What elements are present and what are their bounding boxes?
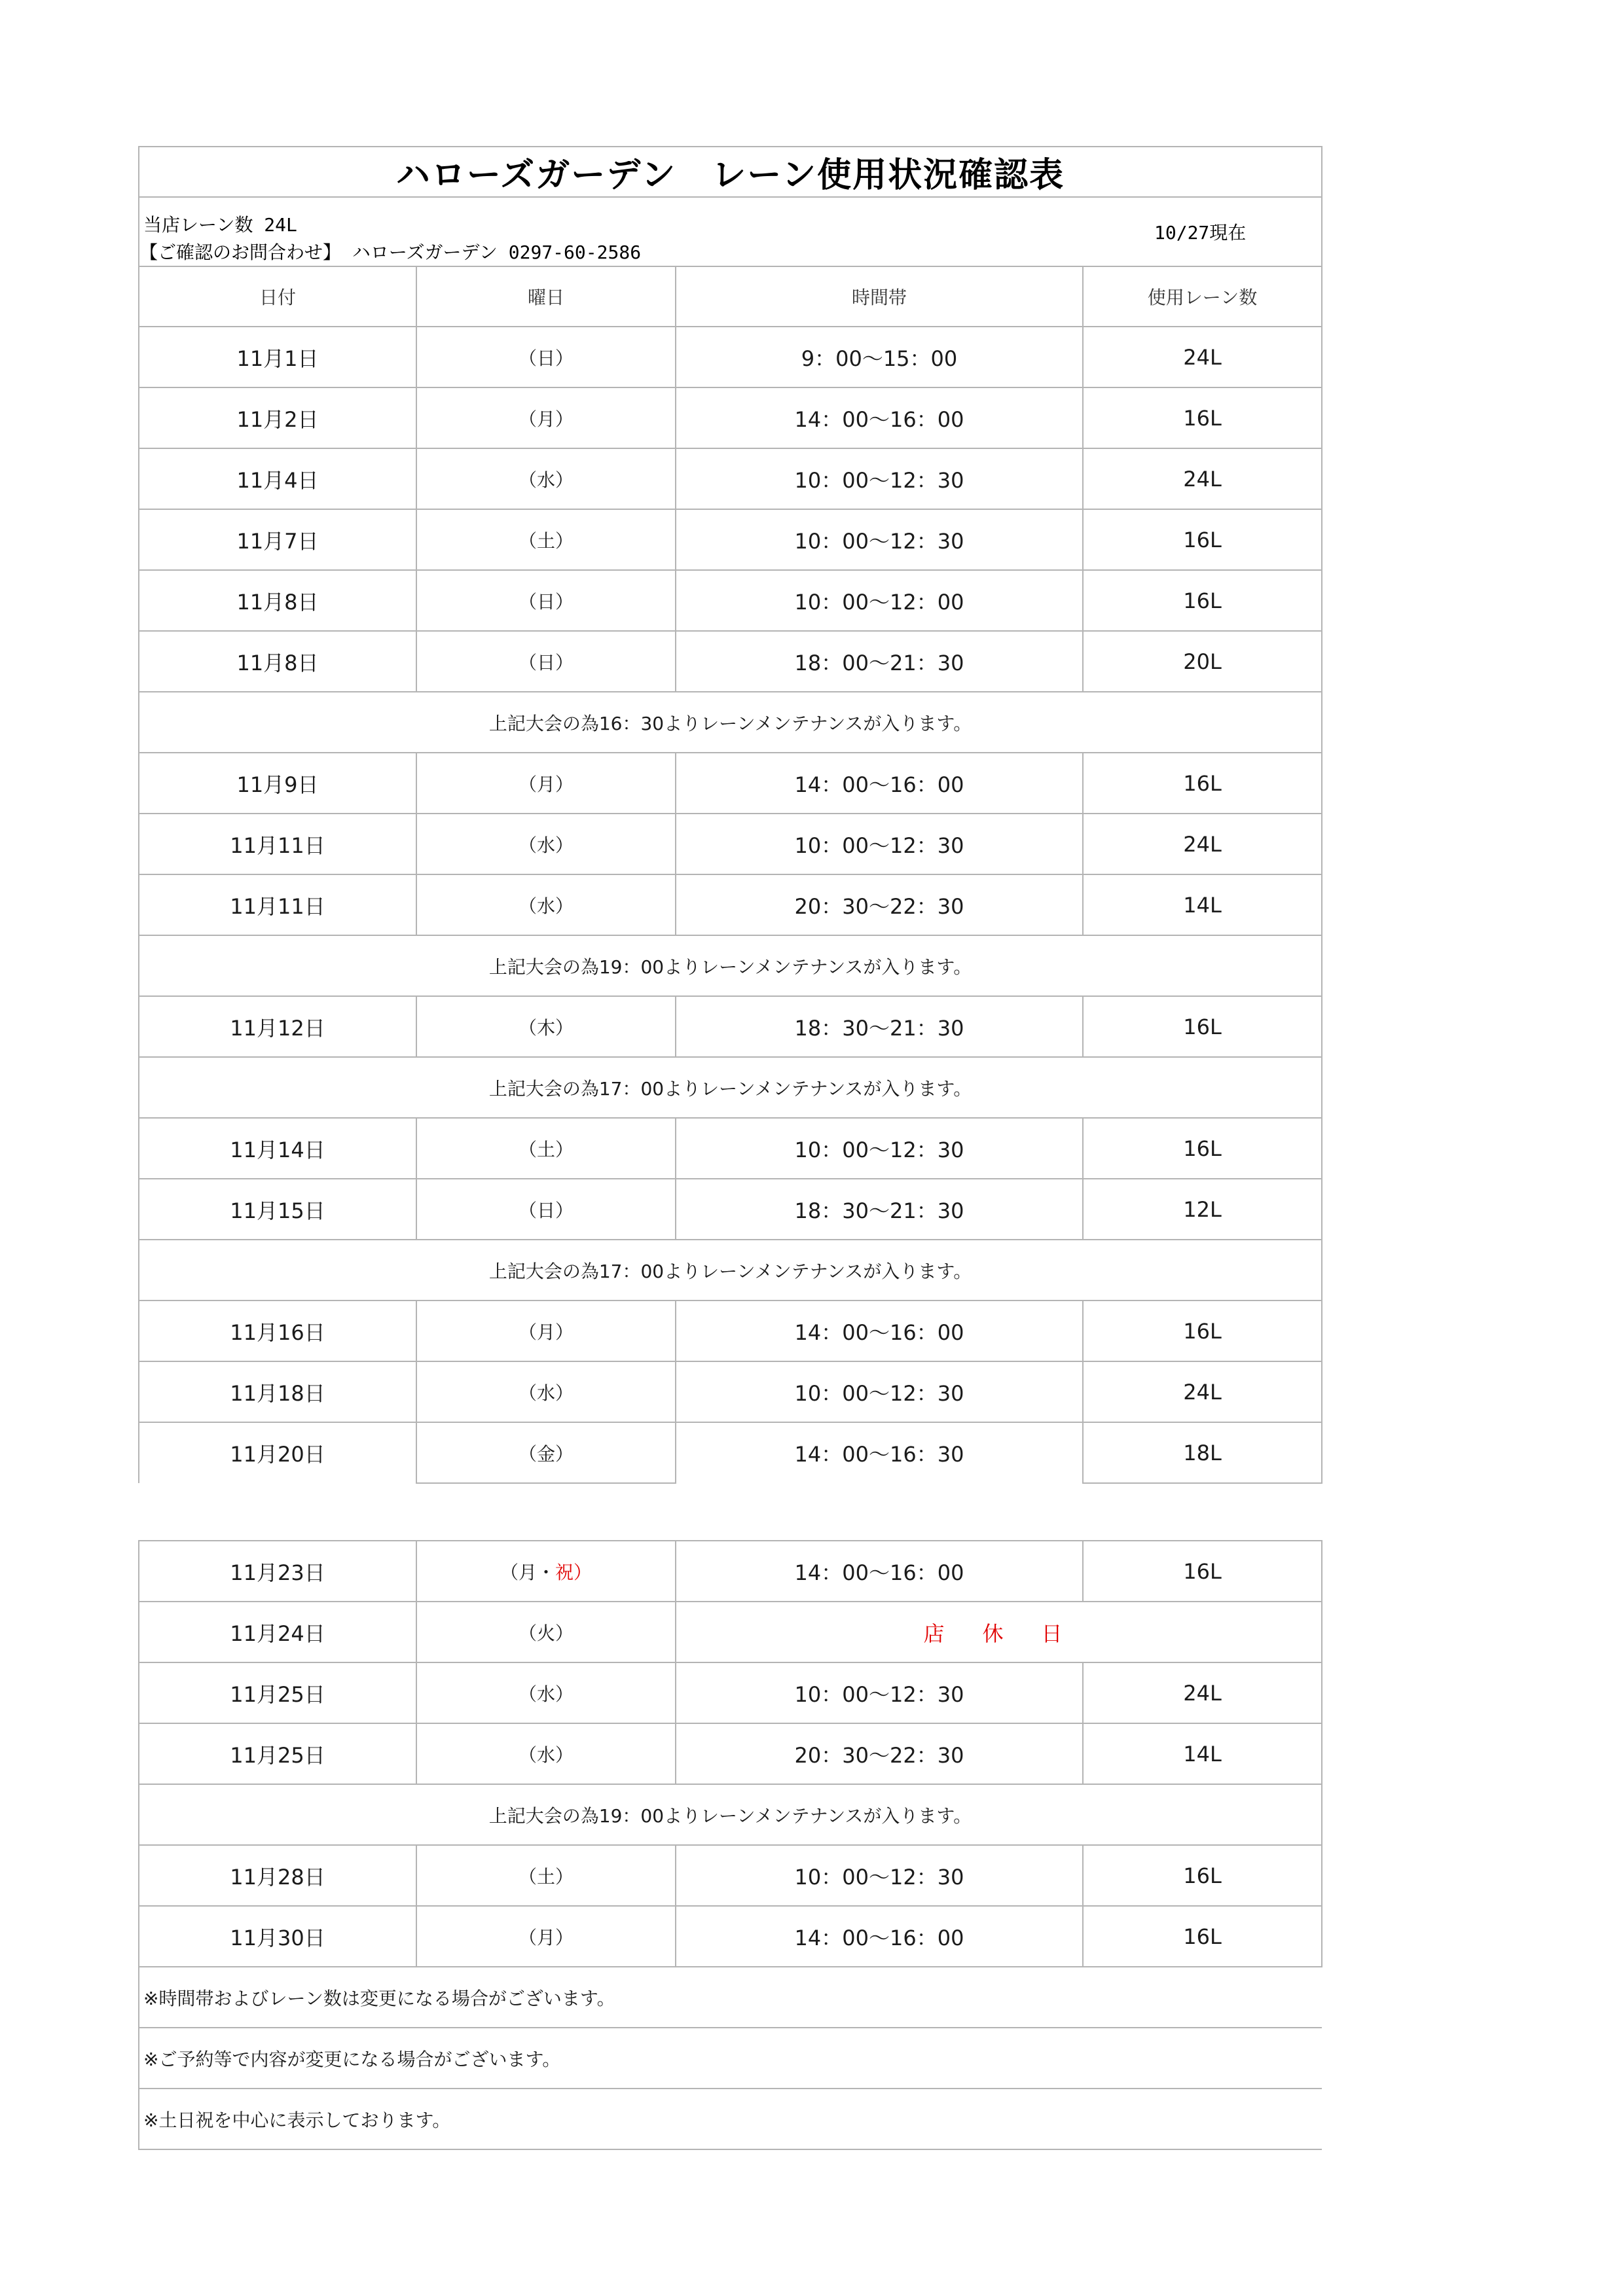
time-cell: 9：00～15：00 (676, 327, 1083, 387)
table-row (139, 570, 1322, 631)
weekday-cell: （月） (416, 387, 676, 448)
footnote: ※ご予約等で内容が変更になる場合がございます。 (139, 2028, 1322, 2089)
lanes-cell: 16L (1083, 1845, 1322, 1906)
date-cell: 11月8日 (139, 631, 416, 692)
weekday-cell: （水） (416, 1662, 676, 1723)
weekday-cell: （土） (416, 1845, 676, 1906)
time-cell: 10：00～12：30 (676, 448, 1083, 509)
header-weekday: 曜日 (416, 266, 676, 327)
table-row (139, 1118, 1322, 1179)
table-row (139, 753, 1322, 814)
date-cell: 11月16日 (139, 1300, 416, 1361)
date-cell: 11月11日 (139, 874, 416, 935)
time-cell: 18：30～21：30 (676, 996, 1083, 1057)
time-cell: 14：00～16：00 (676, 1906, 1083, 1967)
weekday-cell: （水） (416, 448, 676, 509)
lanes-cell: 24L (1083, 1662, 1322, 1723)
date-cell: 11月24日 (139, 1602, 416, 1662)
closed-day-label: 店休日 (676, 1602, 1322, 1662)
maintenance-note-row (139, 935, 1322, 996)
weekday-close: ） (574, 1561, 593, 1583)
time-cell: 10：00～12：30 (676, 1662, 1083, 1723)
header-row (139, 266, 1322, 327)
time-cell: 14：00～16：30 (676, 1422, 1083, 1483)
lanes-cell: 12L (1083, 1179, 1322, 1240)
contact-line: 【ご確認のお問合わせ】 ハローズガーデン 0297-60-2586 (139, 242, 642, 263)
table-row (139, 1300, 1322, 1361)
weekday-cell: （日） (416, 570, 676, 631)
date-cell: 11月11日 (139, 814, 416, 874)
weekday-cell: （水） (416, 814, 676, 874)
lanes-cell: 24L (1083, 814, 1322, 874)
lanes-cell: 16L (1083, 570, 1322, 631)
time-cell: 14：00～16：00 (676, 1541, 1083, 1602)
page-title: ハローズガーデン レーン使用状況確認表 (139, 147, 1322, 197)
weekday-cell: （木） (416, 996, 676, 1057)
lanes-cell: 16L (1083, 1541, 1322, 1602)
date-cell: 11月12日 (139, 996, 416, 1057)
time-cell: 18：30～21：30 (676, 1179, 1083, 1240)
table-row (139, 1541, 1322, 1602)
date-cell: 11月18日 (139, 1361, 416, 1422)
table-row (139, 387, 1322, 448)
date-cell: 11月14日 (139, 1118, 416, 1179)
time-cell: 10：00～12：00 (676, 570, 1083, 631)
footnote: ※時間帯およびレーン数は変更になる場合がございます。 (139, 1967, 1322, 2028)
lanes-cell: 24L (1083, 327, 1322, 387)
weekday-cell: （日） (416, 327, 676, 387)
holiday-marker: 祝 (555, 1561, 574, 1583)
weekday-cell (416, 1541, 676, 1602)
lanes-cell: 16L (1083, 996, 1322, 1057)
weekday-text: （月・ (500, 1561, 555, 1583)
weekday-cell: （月） (416, 1906, 676, 1967)
date-cell: 11月8日 (139, 570, 416, 631)
footnote-row (139, 2089, 1322, 2149)
time-cell: 10：00～12：30 (676, 509, 1083, 570)
weekday-cell: （土） (416, 1118, 676, 1179)
header-date: 日付 (139, 266, 416, 327)
date-cell: 11月20日 (139, 1422, 416, 1483)
table-row (139, 631, 1322, 692)
lanes-cell: 20L (1083, 631, 1322, 692)
weekday-cell: （水） (416, 1723, 676, 1784)
footnote: ※土日祝を中心に表示しております。 (139, 2089, 1322, 2149)
info-block (139, 197, 1322, 266)
weekday-cell: （火） (416, 1602, 676, 1662)
maintenance-note: 上記大会の為19：00よりレーンメンテナンスが入ります。 (139, 935, 1322, 996)
maintenance-note: 上記大会の為17：00よりレーンメンテナンスが入ります。 (139, 1240, 1322, 1300)
date-cell: 11月30日 (139, 1906, 416, 1967)
footnote-row (139, 2028, 1322, 2089)
table-row (139, 1422, 1322, 1483)
schedule-table-page2 (138, 1540, 1322, 2150)
lanes-cell: 24L (1083, 1361, 1322, 1422)
schedule-table-page1 (138, 146, 1322, 1484)
table-row (139, 448, 1322, 509)
table-row (139, 509, 1322, 570)
weekday-cell: （水） (416, 874, 676, 935)
table-row (139, 996, 1322, 1057)
lanes-cell: 24L (1083, 448, 1322, 509)
as-of-date: 10/27現在 (1154, 222, 1247, 243)
lanes-cell: 16L (1083, 387, 1322, 448)
time-cell: 18：00～21：30 (676, 631, 1083, 692)
table-row (139, 327, 1322, 387)
maintenance-note-row (139, 1784, 1322, 1845)
maintenance-note-row (139, 692, 1322, 753)
lanes-cell: 16L (1083, 1118, 1322, 1179)
lanes-cell: 16L (1083, 509, 1322, 570)
weekday-cell: （土） (416, 509, 676, 570)
weekday-cell: （月） (416, 753, 676, 814)
header-time: 時間帯 (676, 266, 1083, 327)
maintenance-note-row (139, 1057, 1322, 1118)
time-cell: 20：30～22：30 (676, 874, 1083, 935)
table-row (139, 1906, 1322, 1967)
table-row (139, 874, 1322, 935)
date-cell: 11月1日 (139, 327, 416, 387)
weekday-cell: （日） (416, 631, 676, 692)
time-cell: 10：00～12：30 (676, 1118, 1083, 1179)
lanes-cell: 14L (1083, 1723, 1322, 1784)
lanes-cell: 14L (1083, 874, 1322, 935)
maintenance-note: 上記大会の為17：00よりレーンメンテナンスが入ります。 (139, 1057, 1322, 1118)
lanes-cell: 18L (1083, 1422, 1322, 1483)
weekday-cell: （金） (416, 1422, 676, 1483)
date-cell: 11月23日 (139, 1541, 416, 1602)
header-lanes: 使用レーン数 (1083, 266, 1322, 327)
table-row (139, 1602, 1322, 1662)
time-cell: 14：00～16：00 (676, 753, 1083, 814)
time-cell: 14：00～16：00 (676, 387, 1083, 448)
date-cell: 11月9日 (139, 753, 416, 814)
table-row (139, 1662, 1322, 1723)
table-row (139, 814, 1322, 874)
date-cell: 11月15日 (139, 1179, 416, 1240)
date-cell: 11月28日 (139, 1845, 416, 1906)
lane-count: 当店レーン数 24L (143, 214, 297, 236)
maintenance-note: 上記大会の為16：30よりレーンメンテナンスが入ります。 (139, 692, 1322, 753)
lanes-cell: 16L (1083, 753, 1322, 814)
date-cell: 11月7日 (139, 509, 416, 570)
table-row (139, 1179, 1322, 1240)
date-cell: 11月2日 (139, 387, 416, 448)
table-row (139, 1723, 1322, 1784)
date-cell: 11月25日 (139, 1723, 416, 1784)
weekday-cell: （月） (416, 1300, 676, 1361)
weekday-cell: （日） (416, 1179, 676, 1240)
maintenance-note-row (139, 1240, 1322, 1300)
date-cell: 11月4日 (139, 448, 416, 509)
time-cell: 10：00～12：30 (676, 1361, 1083, 1422)
time-cell: 14：00～16：00 (676, 1300, 1083, 1361)
table-row (139, 1361, 1322, 1422)
footnote-row (139, 1967, 1322, 2028)
lanes-cell: 16L (1083, 1300, 1322, 1361)
time-cell: 20：30～22：30 (676, 1723, 1083, 1784)
time-cell: 10：00～12：30 (676, 1845, 1083, 1906)
time-cell: 10：00～12：30 (676, 814, 1083, 874)
maintenance-note: 上記大会の為19：00よりレーンメンテナンスが入ります。 (139, 1784, 1322, 1845)
date-cell: 11月25日 (139, 1662, 416, 1723)
table-row (139, 1845, 1322, 1906)
weekday-cell: （水） (416, 1361, 676, 1422)
lanes-cell: 16L (1083, 1906, 1322, 1967)
